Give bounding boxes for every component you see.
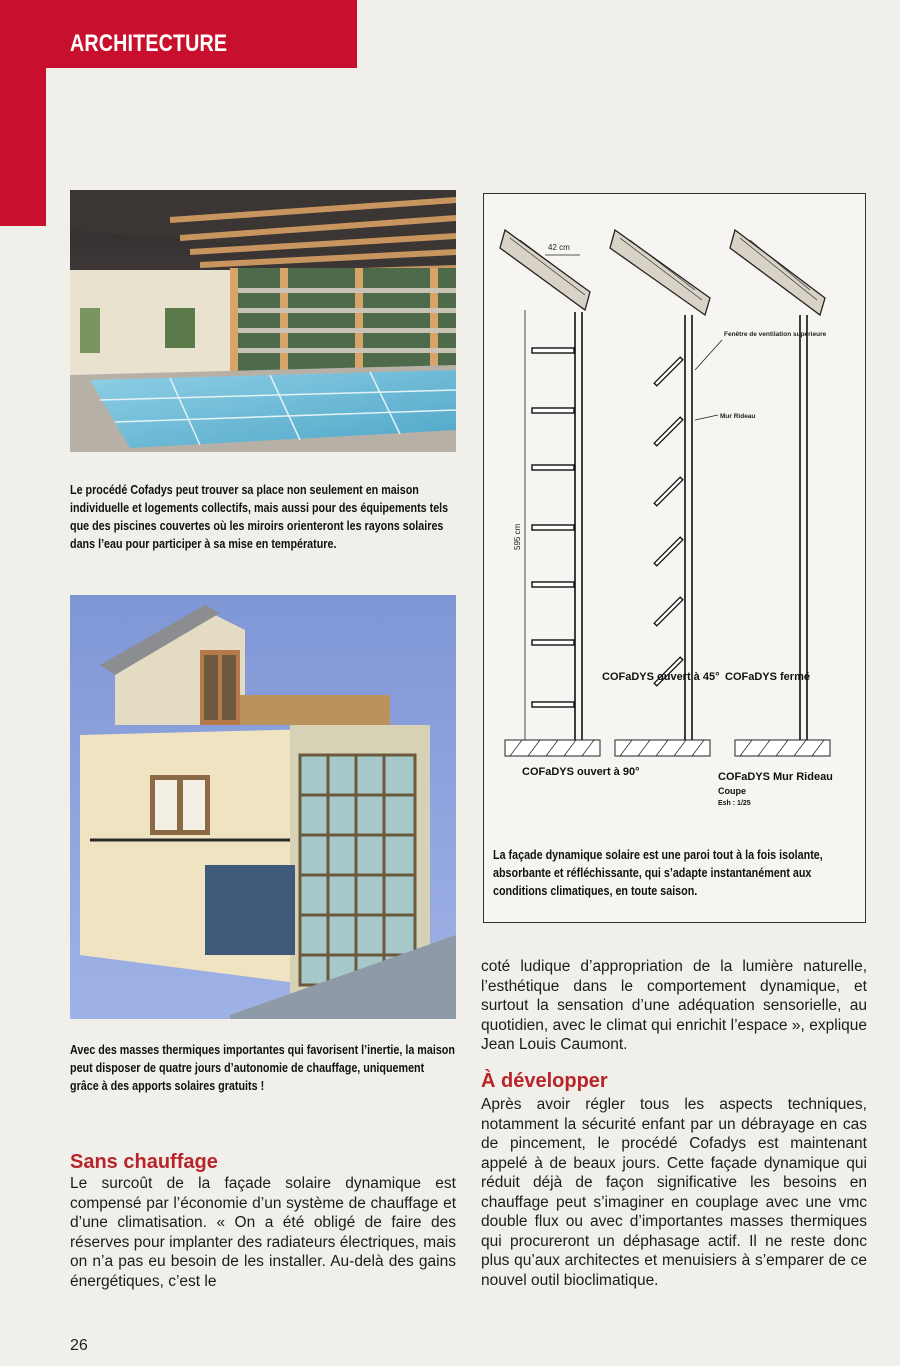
a-developper-paragraph: Après avoir régler tous les aspects techniques, notamment la sécurité enfant par un débrayage en cas de pincement, le procédé Cofadys est maintenant appelé à de beaux jours. Cette façade dynamique qui réduit déjà de façon significative les besoins en chauffage peut s’imaginer en couplage avec une vmc double flux ou avec d’importantes masses thermiques qui procureront un déphasage actif. Il ne reste donc plus qu’aux architectes et menuisiers à s’emparer de ce nouvel outil bioclimatique.: [481, 1096, 867, 1289]
label-open-90: COFaDYS ouvert à 90°: [522, 766, 640, 778]
continuation-paragraph: coté ludique d’appropriation de la lumière naturelle, l’esthétique dans le comportement dynamique, et surtout la sensation d’une adéquation sensorielle, au quotidien, avec le climat qui enrichit l’espace », explique Jean Louis Caumont.: [481, 958, 867, 1053]
section-heading-sans-chauffage: Sans chauffage: [70, 1151, 218, 1173]
house-figure-caption: Avec des masses thermiques importantes qui favorisent l’inertie, la maison peut disposer de quatre jours d’autonomie de chauffage, uniquement grâce à des apports solaires gratuits !: [70, 1043, 455, 1093]
section-label: ARCHITECTURE: [70, 30, 228, 57]
pool-rendering-image: [70, 190, 456, 452]
section-heading-a-developper: À développer: [481, 1070, 608, 1092]
sans-chauffage-paragraph: Le surcoût de la façade solaire dynamique est compensé par l’économie d’un système de chauffage et d’une climatisation. « On a été obligé de faire des réserves pour implanter des radiateurs électriques, mais on n’a pas eu besoin de les installer. Au-delà des gains énergétiques, c’est le: [70, 1175, 456, 1290]
mur-rideau-annotation: Mur Rideau: [720, 413, 756, 420]
pool-figure-caption: Le procédé Cofadys peut trouver sa place non seulement en maison individuelle et logements collectifs, mais aussi pour des équipements tels que des piscines couvertes où les miroirs orienteront les rayons solaires dans l’eau pour participer à sa mise en température.: [70, 483, 449, 551]
house-rendering-image: [70, 595, 456, 1019]
label-closed: COFaDYS fermé: [725, 671, 810, 683]
diagram-figure-caption: La façade dynamique solaire est une paroi tout à la fois isolante, absorbante et réfléchissante, qui s’adapte instantanément aux conditions climatiques, en toute saison.: [493, 848, 823, 898]
facade-section-drawing: [490, 220, 860, 810]
label-scale: Esh : 1/25: [718, 800, 751, 807]
dimension-height-label: 595 cm: [513, 523, 522, 550]
label-mur-rideau: COFaDYS Mur Rideau: [718, 771, 833, 783]
page-number: 26: [70, 1337, 88, 1354]
label-coupe: Coupe: [718, 786, 746, 796]
label-open-45: COFaDYS ouvert à 45°: [602, 671, 720, 683]
dimension-width-label: 42 cm: [548, 243, 570, 252]
fenetre-ventilation-label: Fenêtre de ventilation supérieure: [724, 331, 827, 338]
